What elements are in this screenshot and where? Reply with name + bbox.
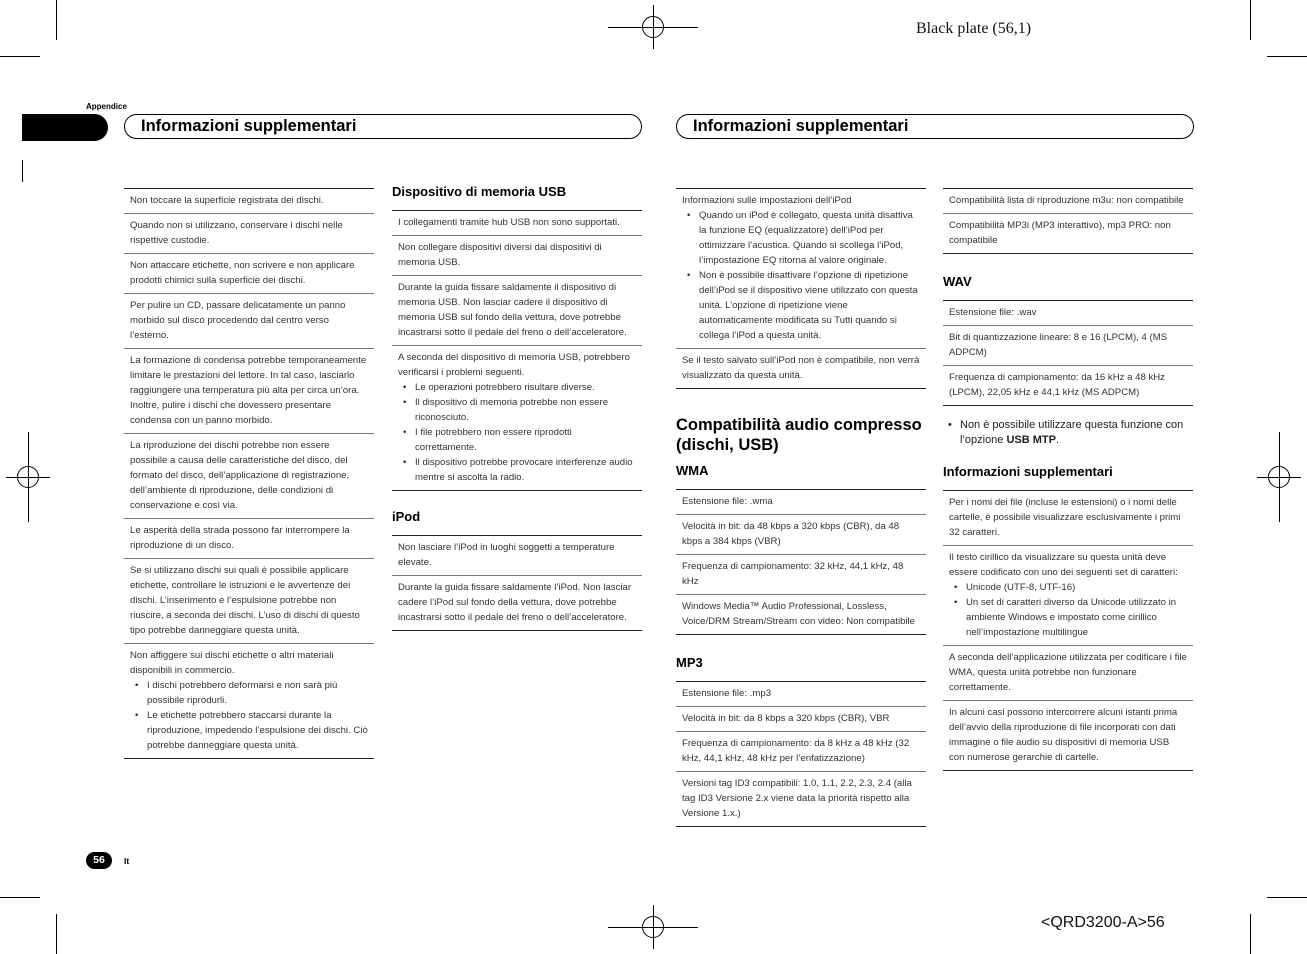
crop-mark [0,56,40,57]
list-item [676,706,926,731]
list-item [943,300,1193,325]
list-item-text: Informazioni sulle impostazioni dell’iPod [682,195,852,206]
list-item [392,275,642,345]
list-item [676,731,926,771]
bullet-list [398,380,636,485]
list-item-text: Durante la guida fissare saldamente il dispositivo di memoria USB. Non lasciar cadere il dispositivo di memoria USB sul fondo della vettura, dove potrebbe incastrarsi sotto il pedale del freno o dell’acceleratore. [398,282,627,338]
list-item [392,345,642,491]
crop-mark [1250,0,1251,40]
crop-mark [1250,914,1251,954]
chapter-tab [22,114,108,141]
list-item-text: Frequenza di campionamento: da 8 kHz a 48 kHz (32 kHz, 44,1 kHz, 48 kHz per l’enfatizzazione) [682,738,910,764]
list-item-text: A seconda del dispositivo di memoria USB, potrebbero verificarsi i problemi seguenti. [398,352,630,378]
wav-note [943,418,1193,448]
list-item [392,235,642,275]
section-title: Compatibilità audio compresso (dischi, USB) [676,416,922,454]
section-title: Informazioni supplementari [943,464,1113,479]
list-item-text: Durante la guida fissare saldamente l’iPod. Non lasciar cadere l’iPod sul fondo della vettura, dove potrebbe incastrarsi sotto il pedale del freno o dell’acceleratore. [398,582,632,623]
page-header-left: Informazioni supplementari [124,114,642,139]
registration-line [653,5,654,49]
bullet-item: • I file potrebbero non essere riprodotti correttamente. [398,425,636,455]
list-item-text: Per i nomi dei file (incluse le estensioni) o i nomi delle cartelle, è possibile visualizzare esclusivamente i primi 32 caratteri. [949,497,1181,538]
language-code: It [124,856,130,866]
list-item-text: Frequenza di campionamento: 32 kHz, 44,1 kHz, 48 kHz [682,561,904,587]
bullet-list [682,208,920,343]
list-item [676,594,926,635]
list-item-text: Estensione file: .mp3 [682,688,772,699]
list-item-text: Le asperità della strada possono far interrompere la riproduzione di un disco. [130,525,350,551]
list-item-text: Quando non si utilizzano, conservare i dischi nelle rispettive custodie. [130,220,343,246]
list-item [124,643,374,759]
registration-line [653,905,654,949]
registration-line [28,432,29,522]
crop-mark [0,897,40,898]
crop-mark [22,160,23,182]
section-title: Dispositivo di memoria USB [392,184,567,199]
list-item-text: Non attaccare etichette, non scrivere e non applicare prodotti chimici sulla superficie dei dischi. [130,260,355,286]
list-item [676,681,926,706]
crop-mark [56,0,57,40]
list-item-text: Estensione file: .wav [949,307,1037,318]
crop-mark [1267,56,1307,57]
list-item [124,213,374,253]
list-item [124,253,374,293]
list-item-text: La formazione di condensa potrebbe temporaneamente limitare le prestazioni del lettore. In tal caso, lasciarlo raggiungere una temperatura più alta per circa un’ora. Inoltre, pulire i dischi che dovessero presentare condensa con un panno morbido. [130,355,367,426]
column-4 [943,188,1193,771]
bullet-item: • I dischi potrebbero deformarsi e non sarà più possibile riprodurli. [130,678,368,708]
bullet-item: • Le etichette potrebbero staccarsi durante la riproduzione, impedendo l’espulsione dei dischi. Ciò potrebbe danneggiare questa unità. [130,708,368,753]
page-number: 56 [86,852,112,869]
list-item [124,293,374,348]
list-item-text: Estensione file: .wma [682,496,773,507]
list-item [676,489,926,514]
section-title: MP3 [676,655,703,670]
list-item [943,645,1193,700]
list-item-text: I collegamenti tramite hub USB non sono supportati. [398,217,620,228]
list-item-text: Bit di quantizzazione lineare: 8 e 16 (LPCM), 4 (MS ADPCM) [949,332,1168,358]
list-item-text: Il testo cirillico da visualizzare su questa unità deve essere codificato con uno dei seguenti set di caratteri: [949,552,1178,578]
list-item [392,210,642,235]
list-item-text: Versioni tag ID3 compatibili: 1.0, 1.1, 2.2, 2.3, 2.4 (alla tag ID3 Versione 2.x viene data la priorità rispetto alla Versione 1.x.) [682,778,912,819]
list-item [124,518,374,558]
crop-mark [1267,897,1307,898]
list-item-text: Non affiggere sui dischi etichette o altri materiali disponibili in commercio. [130,650,334,676]
bullet-list [949,580,1187,640]
list-item-text: Non lasciare l’iPod in luoghi soggetti a temperature elevate. [398,542,615,568]
note-text: Non è possibile utilizzare questa funzione con l’opzione [960,419,1184,446]
column-3 [676,188,926,827]
section-title: WMA [676,463,709,478]
section-title: WAV [943,274,972,289]
list-item [943,325,1193,365]
column-2 [392,184,642,631]
list-item [943,545,1193,645]
list-item-text: Velocità in bit: da 8 kbps a 320 kbps (CBR), VBR [682,713,890,724]
section-label: Appendice [86,102,127,111]
column-1 [124,188,374,759]
list-item [676,188,926,348]
list-item [392,575,642,631]
list-item [943,213,1193,254]
list-item [124,188,374,213]
list-item [124,558,374,643]
list-item-text: Se si utilizzano dischi sui quali è possibile applicare etichette, controllare le istruzioni e le avvertenze dei dischi. L’inserimento e l’espulsione potrebbe non riuscire, a seconda dei dischi. L’uso di dischi di questo tipo potrebbe danneggiare questa unità. [130,565,360,636]
list-item-text: In alcuni casi possono intercorrere alcuni istanti prima dell’avvio della riproduzione di file incorporati con dati immagine o file audio su dispositivi di memoria USB con numerose gerarchie di cartelle. [949,707,1178,763]
list-item-text: Windows Media™ Audio Professional, Lossless, Voice/DRM Stream/Stream con video: Non compatibile [682,601,916,627]
list-item [124,433,374,518]
plate-label: Black plate (56,1) [916,20,1032,37]
bullet-item: • Non è possibile disattivare l’opzione di ripetizione dell’iPod se il dispositivo viene utilizzato con questa unità. L’opzione di ripetizione viene automaticamente modificata su Tutti quando si collega l’iPod a questa unità. [682,268,920,343]
list-item [943,365,1193,406]
list-item [392,535,642,575]
bullet-item: • Le operazioni potrebbero risultare diverse. [398,380,636,395]
registration-line [1279,432,1280,522]
list-item-text: Non collegare dispositivi diversi dai dispositivi di memoria USB. [398,242,602,268]
list-item-text: Velocità in bit: da 48 kbps a 320 kbps (CBR), da 48 kbps a 384 kbps (VBR) [682,521,900,547]
note-text: . [1055,434,1060,446]
bullet-list [130,678,368,753]
list-item [676,554,926,594]
list-item [943,490,1193,545]
bullet-item [943,418,1193,448]
bullet-item: • Un set di caratteri diverso da Unicode utilizzato in ambiente Windows e impostato come cirillico nell’impostazione multilingue [949,595,1187,640]
bullet-item: • Quando un iPod è collegato, questa unità disattiva la funzione EQ (equalizzatore) dell’iPod per ottimizzare l’acustica. Quando si scollega l’iPod, l’impostazione EQ ritorna al valore originale. [682,208,920,268]
list-item [676,771,926,827]
list-item-text: Per pulire un CD, passare delicatamente un panno morbido sul disco procedendo dal centro verso l’esterno. [130,300,346,341]
list-item [943,700,1193,771]
list-item-text: Se il testo salvato sull’iPod non è compatibile, non verrà visualizzato da questa unità. [682,355,920,381]
crop-mark [56,914,57,954]
list-item-text: A seconda dell’applicazione utilizzata per codificare i file WMA, questa unità potrebbe non funzionare correttamente. [949,652,1187,693]
list-item-text: La riproduzione dei dischi potrebbe non essere possibile a causa delle caratteristiche del disco, del formato del disco, dell’applicazione di registrazione, dell’ambiente di riproduzione, delle condizioni di conservazione e così via. [130,440,350,511]
document-code: <QRD3200-A>56 [1041,914,1165,931]
list-item-text: Non toccare la superficie registrata dei dischi. [130,195,324,206]
list-item-text: Compatibilità lista di riproduzione m3u: non compatibile [949,195,1184,206]
note-bold-text: USB MTP [1006,434,1056,446]
list-item-text: Frequenza di campionamento: da 16 kHz a 48 kHz (LPCM), 22,05 kHz e 44,1 kHz (MS ADPCM) [949,372,1165,398]
page-header-right: Informazioni supplementari [676,114,1194,139]
section-title: iPod [392,509,421,524]
list-item [676,348,926,389]
list-item [124,348,374,433]
bullet-item: • Il dispositivo potrebbe provocare interferenze audio mentre si ascolta la radio. [398,455,636,485]
list-item [943,188,1193,213]
list-item [676,514,926,554]
bullet-list [943,418,1193,448]
list-item-text: Compatibilità MP3i (MP3 interattivo), mp3 PRO: non compatibile [949,220,1171,246]
bullet-item: • Il dispositivo di memoria potrebbe non essere riconosciuto. [398,395,636,425]
bullet-item: • Unicode (UTF-8, UTF-16) [949,580,1187,595]
